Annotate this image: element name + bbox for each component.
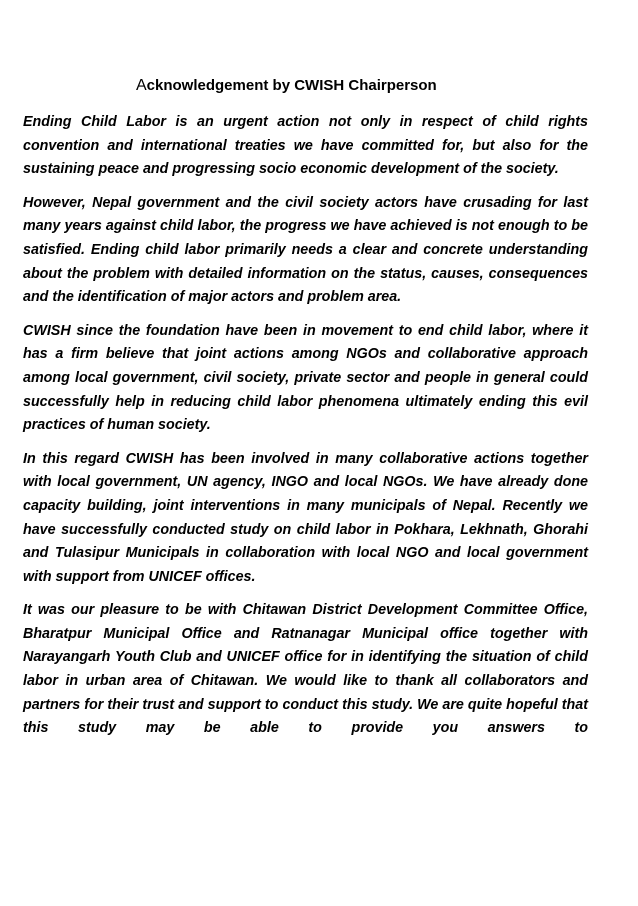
paragraph-4: In this regard CWISH has been involved in many collaborative actions together with local government, UN agency, INGO and local NGOs. We have already done capacity building, joint interventions in many municipals of Nepal. Recently we have successfully conducted study on child labor in Pokhara, Lekhnath, Ghorahi and Tulasipur Municipals in collaboration with local NGO and local government with support from UNICEF offices.: [23, 450, 588, 585]
paragraph-1: Ending Child Labor is an urgent action not only in respect of child rights convention and international treaties we have committed for, but also for the sustaining peace and progressing socio economic development of the society.: [23, 114, 588, 178]
title-initial-letter: A: [136, 77, 147, 94]
document-page: [23, 77, 588, 751]
title-text: cknowledgement by CWISH Chairperson: [146, 77, 437, 94]
paragraph-2: However, Nepal government and the civil society actors have crusading for last many years against child labor, the progress we have achieved is not enough to be satisfied. Ending child labor primarily needs a clear and concrete understanding about the problem with detailed information on the status, causes, consequences and the identification of major actors and problem area.: [23, 194, 588, 306]
page-title: [136, 77, 588, 95]
paragraph-3: CWISH since the foundation have been in movement to end child labor, where it has a firm believe that joint actions among NGOs and collaborative approach among local government, civil society, private sector and people in general could successfully help in reducing child labor phenomena ultimately ending this evil practices of human society.: [23, 322, 588, 434]
paragraph-5: It was our pleasure to be with Chitawan District Development Committee Office, Bharatpur Municipal Office and Ratnanagar Municipal office together with Narayangarh Youth Club and UNICEF office for in identifying the situation of child labor in urban area of Chitawan. We would like to thank all collaborators and partners for their trust and support to conduct this study. We are quite hopeful that this study may be able to provide you answers to: [23, 602, 588, 737]
